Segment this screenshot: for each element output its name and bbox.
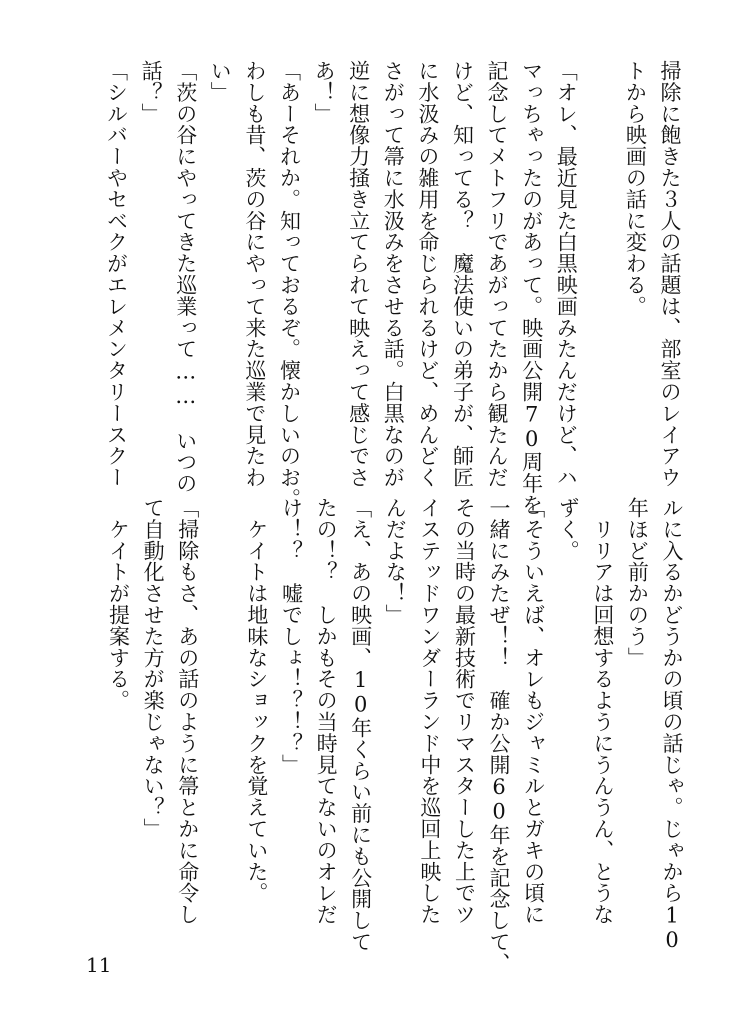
text-line: 「そういえば、オレもジャミルとガキの頃に bbox=[521, 497, 546, 925]
text-line: け！？ 嘘でしょ！？！？」 bbox=[279, 497, 304, 776]
text-line: んだよな！」 bbox=[383, 497, 408, 626]
text-line: て自動化させた方が楽じゃない？」 bbox=[141, 497, 166, 840]
text-line: さがって箒に水汲みをさせる話。白黒なのが bbox=[381, 60, 406, 488]
text-line: トから映画の話に変わる。 bbox=[623, 60, 648, 317]
text-line: 掃除に飽きた３人の話題は、部室のレイアウ bbox=[658, 60, 682, 488]
page-number: 11 bbox=[86, 953, 112, 977]
text-line: 「茨の谷にやってきた巡業って…… いつの bbox=[173, 60, 198, 494]
text-line: ケイトは地味なショックを覚えていた。 bbox=[244, 497, 269, 904]
text-line: 「シルバーやセベクがエレメンタリースクー bbox=[104, 60, 129, 488]
text-line: 「あーそれか。知っておるぞ。懐かしいのお。 bbox=[277, 60, 302, 510]
text-line: あ！」 bbox=[312, 60, 337, 125]
text-line: 記念してメトフリであがってたから観たんだ bbox=[485, 60, 510, 488]
text-line: ずく。 bbox=[556, 497, 581, 562]
text-line: 「オレ、最近見た白黒映画みたんだけど、ハ bbox=[554, 60, 579, 488]
text-line: い」 bbox=[208, 60, 233, 103]
text-line: 年ほど前かのう」 bbox=[625, 497, 650, 669]
text-line: に水汲みの雑用を命じられるけど、めんどく bbox=[415, 60, 440, 488]
text-line: その当時の最新技術でリマスターした上でツ bbox=[452, 497, 477, 925]
blank-line bbox=[583, 60, 618, 470]
text-line: 「え、あの映画、10年くらい前にも公開して bbox=[348, 497, 373, 953]
text-line: 一緒にみたぜ！！ 確か公開60年を記念して、 bbox=[487, 497, 512, 974]
text-line: 逆に想像力掻き立てられて映えって感じでさ bbox=[346, 60, 371, 488]
text-line: イステッドワンダーランド中を巡回上映した bbox=[417, 497, 442, 925]
text-line: マっちゃったのがあって。映画公開70周年を bbox=[519, 60, 544, 516]
text-line: リリアは回想するようにうんうん、とうな bbox=[590, 497, 615, 925]
text-line: わしも昔、茨の谷にやって来た巡業で見たわ bbox=[242, 60, 267, 488]
text-line: 「掃除もさ、あの話のように箒とかに命令し bbox=[175, 497, 200, 925]
lower-text-block bbox=[101, 497, 689, 974]
blank-line bbox=[205, 497, 240, 917]
text-line: ケイトが提案する。 bbox=[106, 497, 131, 711]
text-line: ルに入るかどうかの頃の話じゃ。じゃから10 bbox=[660, 497, 684, 953]
text-line: たの！？ しかもその当時見てないのオレだ bbox=[314, 497, 339, 925]
text-line: けど、知ってる？ 魔法使いの弟子が、師匠 bbox=[450, 60, 475, 488]
upper-text-block bbox=[99, 60, 687, 516]
text-line: 話？」 bbox=[139, 60, 164, 125]
